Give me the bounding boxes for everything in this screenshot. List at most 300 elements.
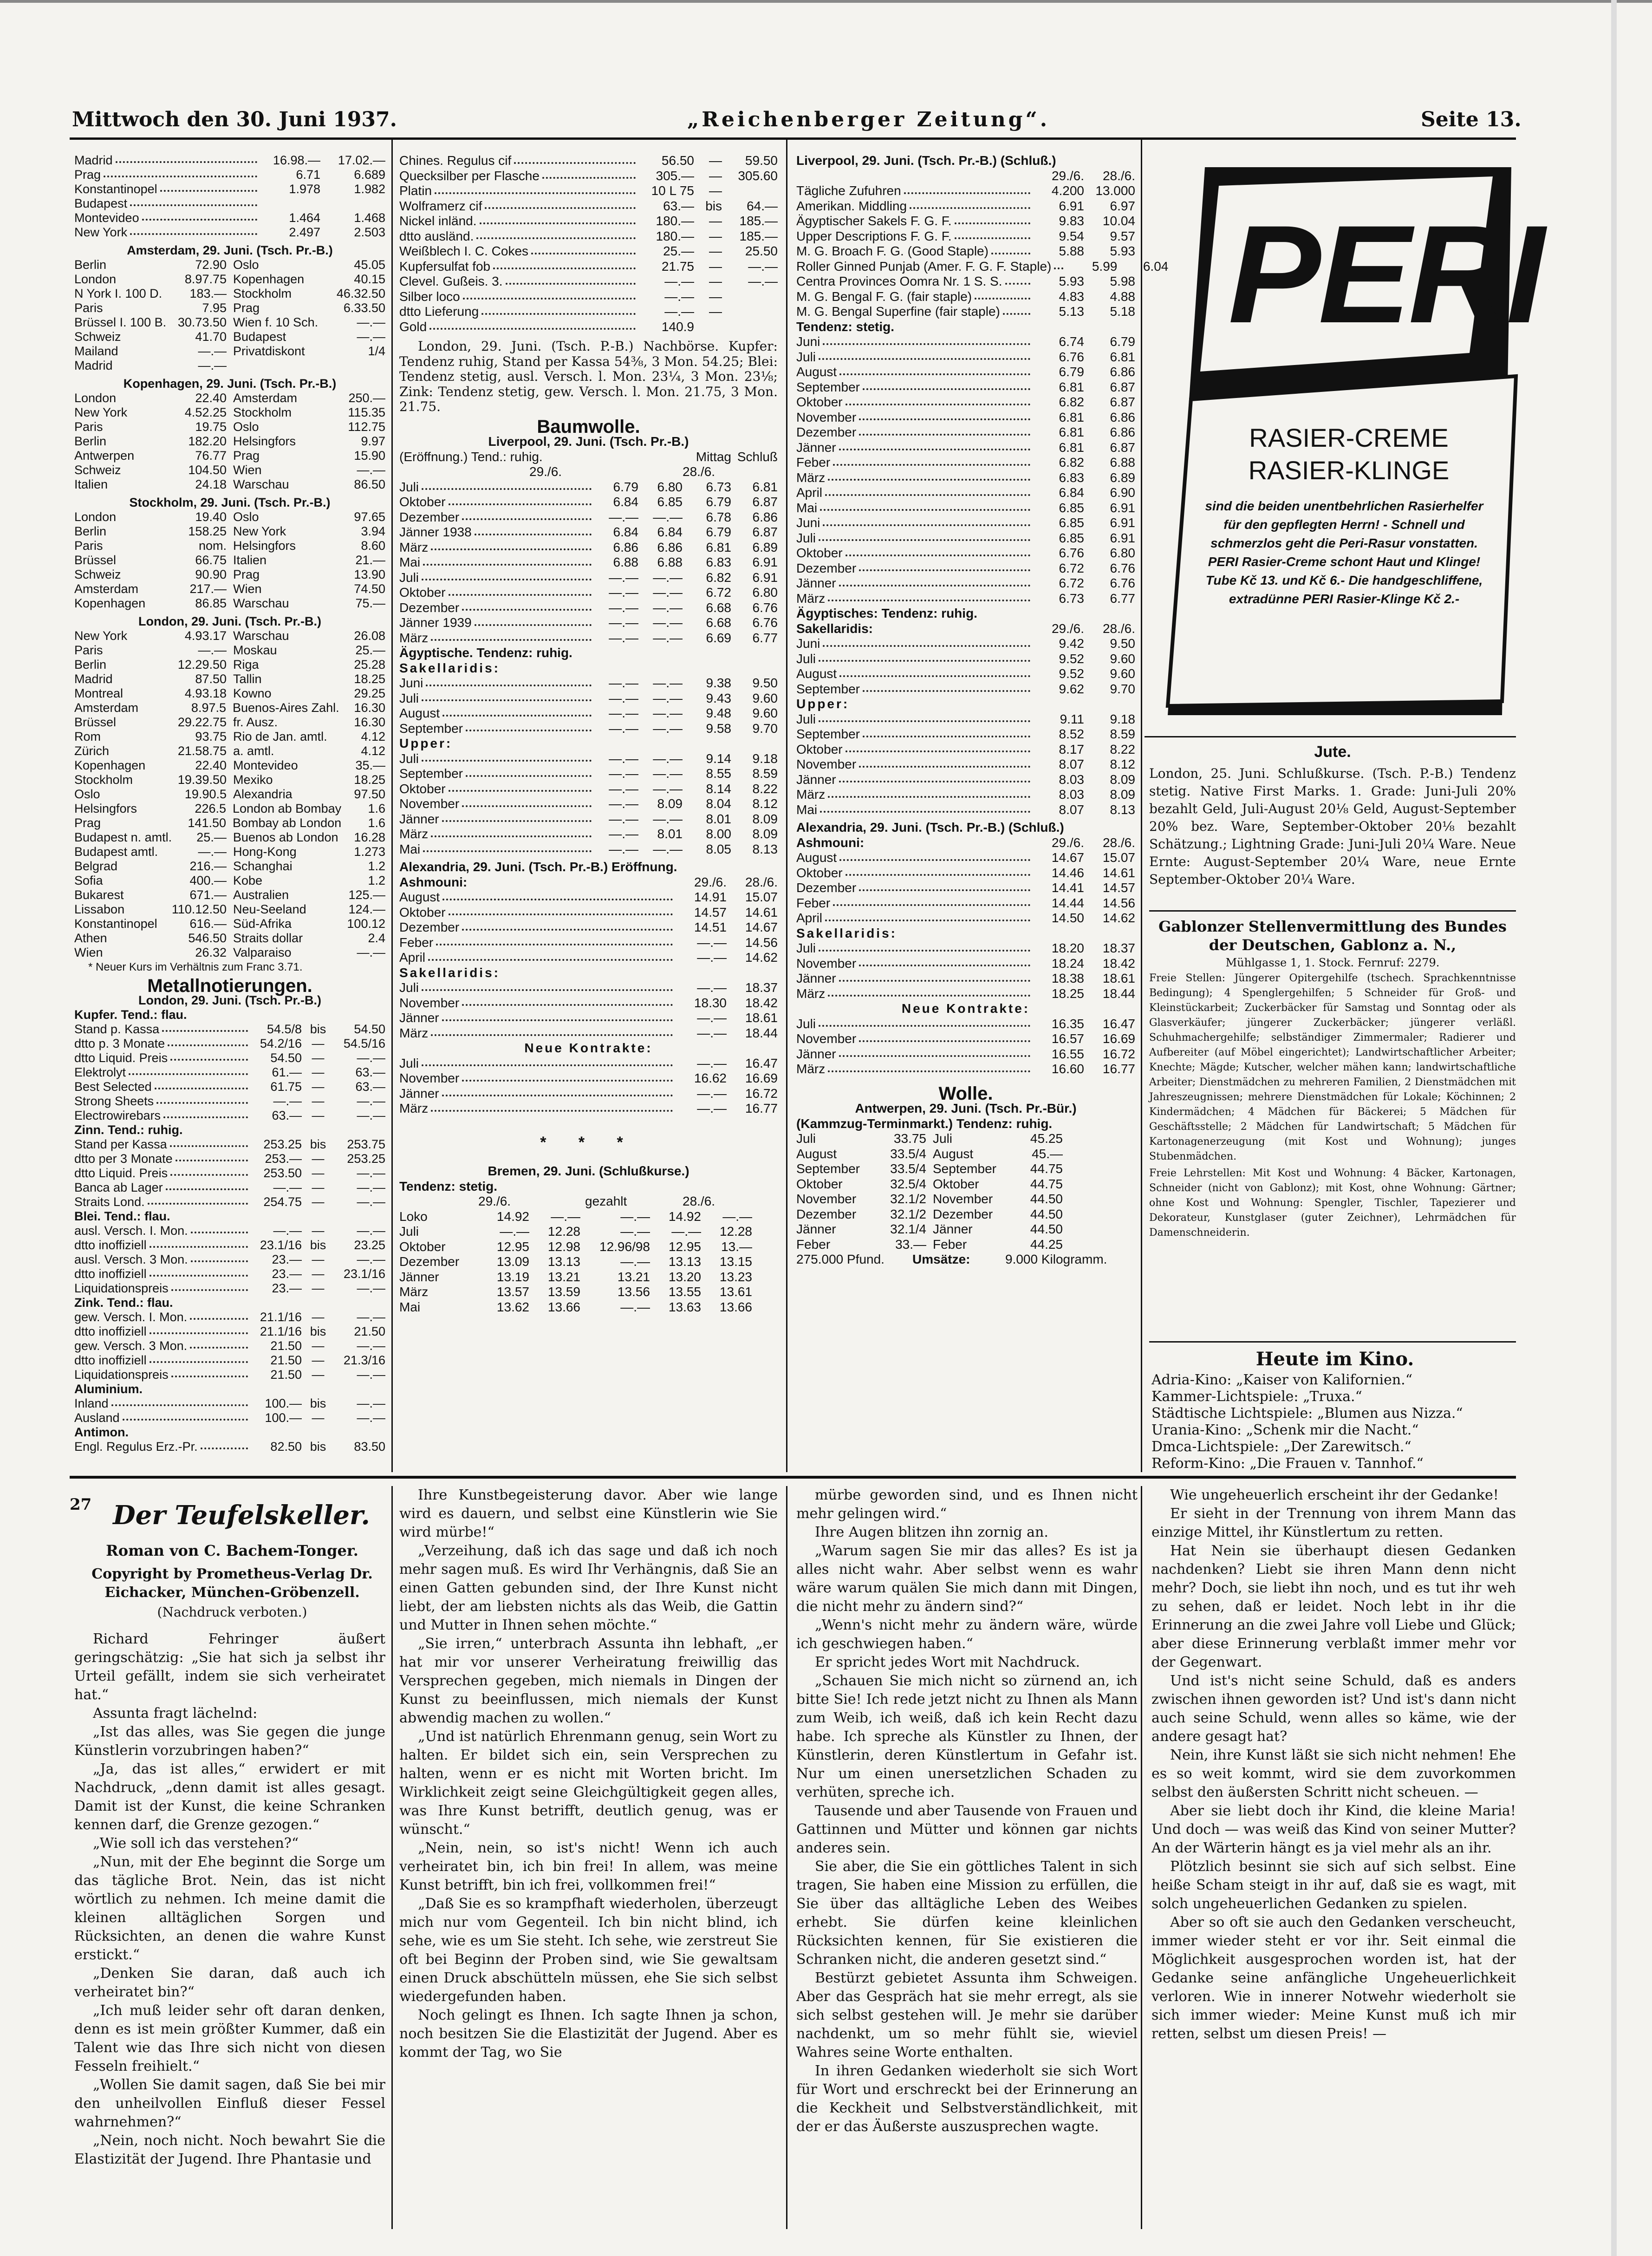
- novel-paragraph: Er sieht in der Trennung von ihrem Mann das einzige Mittel, ihr Künstlertum zu retten.: [1151, 1506, 1516, 1540]
- row-value: 12.28: [547, 1224, 580, 1239]
- row-value: 6.73: [1059, 591, 1084, 606]
- row-label: Quecksilber per Flasche: [399, 168, 540, 183]
- row-value: 29.22.75: [177, 715, 227, 729]
- row-label: Brüssel I. 100 B.: [74, 315, 167, 329]
- row-label: September: [796, 379, 860, 394]
- row-value: 9.54: [1059, 228, 1084, 243]
- row-label: Juli: [399, 1056, 419, 1070]
- row-value: [320, 196, 385, 211]
- row-label: Konstantinopel: [74, 182, 157, 196]
- row-value: [722, 319, 778, 335]
- row-label: Mai: [399, 841, 421, 856]
- row-label: September: [933, 1161, 996, 1176]
- row-label: Berlin: [74, 524, 107, 538]
- row-value: 9.18: [752, 751, 778, 766]
- row-label: Kobe: [233, 874, 263, 887]
- column-rule-3: [1141, 139, 1142, 1472]
- novel-installment-number: 27: [70, 1495, 92, 1514]
- row-value: —.—: [653, 781, 683, 796]
- row-value: 25.—: [663, 244, 694, 258]
- row-value: —.—: [653, 676, 683, 690]
- row-label: Jänner: [796, 772, 836, 787]
- row-label: November: [399, 796, 460, 811]
- row-label: März: [399, 540, 429, 554]
- leader-dots: [426, 676, 592, 686]
- row-value: —.—: [357, 1368, 385, 1382]
- row-value: 1.464: [289, 211, 320, 225]
- table-row: [796, 365, 1135, 380]
- leader-dots: [431, 1101, 673, 1112]
- leader-dots: [819, 712, 1030, 723]
- row-label: April: [796, 485, 823, 500]
- table-row: [74, 1037, 385, 1051]
- row-value: —.—: [609, 691, 638, 705]
- row-connector: bis: [310, 1238, 326, 1252]
- table-row: [796, 1222, 1135, 1237]
- leader-dots: [116, 153, 257, 163]
- leader-dots: [442, 1086, 673, 1097]
- row-label: Dezember: [796, 561, 857, 575]
- table-row: [399, 244, 778, 259]
- row-connector: bis: [310, 1324, 326, 1338]
- row-value: 4.200: [1051, 183, 1084, 198]
- leader-dots: [148, 1195, 248, 1205]
- row-value: 6.81: [1059, 440, 1084, 455]
- column-header: Schluß: [737, 449, 778, 464]
- row-value: 4.93.17: [184, 629, 227, 643]
- leader-dots: [910, 199, 1030, 209]
- cotton-title: Baumwolle.: [537, 416, 640, 437]
- table-row: [74, 1281, 385, 1296]
- table-row: [74, 1137, 385, 1152]
- table-row: [399, 1239, 778, 1255]
- row-value: 5.88: [1059, 244, 1084, 258]
- row-value: —.—: [198, 359, 227, 372]
- row-value: 21.75: [661, 259, 694, 274]
- row-value: 9.52: [1059, 651, 1084, 666]
- table-row: [399, 1056, 778, 1071]
- row-connector: —: [312, 1267, 325, 1281]
- metal-heading: Blei. Tend.: flau.: [74, 1209, 170, 1223]
- leader-dots: [825, 911, 1030, 921]
- row-value: —.—: [697, 1056, 727, 1070]
- row-label: Montevideo: [233, 758, 298, 772]
- novel-paragraph: Assunta fragt lächelnd:: [93, 1705, 258, 1721]
- row-value: —.—: [609, 766, 638, 781]
- row-value: 9.60: [1110, 651, 1135, 666]
- leader-dots: [442, 706, 592, 717]
- row-value: 6.68: [706, 615, 731, 630]
- row-value: 8.17: [1059, 742, 1084, 756]
- table-row: [74, 420, 385, 434]
- leader-dots: [823, 515, 1030, 526]
- table-row: [74, 845, 385, 859]
- row-label: London: [74, 391, 117, 405]
- row-value: 253.25: [347, 1152, 385, 1166]
- row-value: 6.83: [706, 555, 731, 569]
- row-value: —.—: [357, 945, 385, 959]
- leader-dots: [150, 1238, 248, 1248]
- leader-dots: [506, 274, 636, 285]
- row-label: Juli: [399, 570, 419, 585]
- row-label: N York I. 100 D.: [74, 287, 163, 300]
- row-label: Warschau: [233, 629, 289, 643]
- leader-dots: [859, 956, 1030, 967]
- row-label: Prag: [233, 449, 260, 463]
- row-value: 305.—: [656, 168, 694, 183]
- leader-dots: [466, 766, 592, 777]
- spacer: [864, 835, 1033, 851]
- row-label: Oslo: [233, 420, 259, 434]
- row-value: —.—: [357, 1051, 385, 1065]
- row-value: —.—: [273, 1094, 302, 1108]
- table-row: [399, 1300, 778, 1315]
- row-connector: bis: [310, 1137, 326, 1151]
- row-value: 13.57: [496, 1284, 529, 1299]
- row-label: Madrid: [74, 359, 113, 372]
- row-connector: —: [312, 1411, 325, 1425]
- column-header: gezahlt: [585, 1194, 627, 1208]
- row-value: 250.—: [348, 391, 385, 405]
- cinema-section: [1151, 1347, 1518, 1472]
- row-value: 18.38: [1051, 971, 1084, 985]
- row-label: Ashmouni:: [796, 835, 865, 850]
- row-value: 16.35: [1051, 1016, 1084, 1031]
- row-value: —: [709, 289, 722, 304]
- row-value: 74.50: [354, 582, 385, 596]
- row-value: 13.61: [719, 1284, 752, 1299]
- row-label: Wolframerz cif: [399, 198, 482, 213]
- row-value: 10 L 75: [651, 183, 694, 198]
- row-value: 6.86: [752, 509, 778, 524]
- row-value: 9.58: [706, 721, 731, 736]
- leader-dots: [481, 304, 636, 315]
- cinema-title: Heute im Kino.: [1255, 1348, 1414, 1370]
- leader-dots: [449, 782, 592, 792]
- table-row: [399, 812, 778, 827]
- row-value: 9.18: [1110, 711, 1135, 726]
- row-value: 13.56: [617, 1284, 650, 1299]
- row-value: 6.71: [296, 168, 320, 182]
- row-label: Oktober: [796, 865, 843, 880]
- job-agency-positions: Freie Stellen: Jüngerer Opitergehilfe (tschech. Sprachkenntnisse Bedingung); 4 Spenglergehilfen; 5 Schneider für Groß- und Kleinstückarbeit; Zuckerbäcker für Samstag und Sonntag oder als Glasverkäufer; jüngerer Zuckerbäcker; jüngerer verläßl. Schuhmachergehilfe; selbständiger Zimmermaler; Radierer und Aufbereiter (auf Möbel eingerichtet); Landwirtschaftlicher Arbeiter; Knechte; Mägde; Kutscher, welcher mähen kann; landwirtschaftliche Arbeiter; Dienstmädchen zu mehreren Familien, 2 Dienstmädchen mit Jahreszeugnissen; mehrere Dienstmädchen für Lokale; Köchinnen; 2 Kindermädchen; 4 Mädchen für Bäckerei; 5 Mädchen für Geschäftsstelle; 2 Mädchen für Landwirtschaft; 5 Mädchen für Kartonagenerzeugung (mit Kost und Wohnung); junges Stubenmädchen.: [1149, 972, 1516, 1162]
- row-value: 3.94: [361, 524, 385, 538]
- row-value: 12.29.50: [177, 658, 227, 672]
- row-label: Belgrad: [74, 859, 118, 873]
- new-contracts-title: Neue Kontrakte:: [524, 1041, 653, 1055]
- row-value: —.—: [748, 259, 778, 274]
- upper-title: Upper:: [399, 736, 453, 750]
- table-row: [74, 715, 385, 730]
- row-label: Montevideo: [74, 211, 139, 225]
- row-label: Juli: [399, 751, 419, 766]
- table-row: [74, 539, 385, 553]
- new-contracts-title: Neue Kontrakte:: [901, 1001, 1030, 1016]
- antwerp-subtitle: (Kammzug-Terminmarkt.) Tendenz: ruhig.: [796, 1116, 1053, 1131]
- table-row: [796, 1031, 1135, 1047]
- row-value: 93.75: [195, 730, 227, 743]
- liverpool-close-title: Liverpool, 29. Juni. (Tsch. Pr.-B.) (Schluß.): [796, 153, 1056, 168]
- row-label: Stockholm: [74, 773, 133, 787]
- table-row: [74, 859, 385, 874]
- leader-dots: [828, 470, 1030, 481]
- row-value: 13.13: [547, 1254, 580, 1269]
- row-value: 97.50: [354, 787, 385, 801]
- row-value: 4.12: [361, 730, 385, 743]
- novel-paragraph: Plötzlich besinnt sie sich auf sich selbst. Eine heiße Scham steigt in ihr auf, daß sie es wagt, mit solch ungeheuerlichen Gedanken zu spielen.: [1151, 1858, 1516, 1912]
- row-value: 6.86: [1110, 410, 1135, 424]
- leader-dots: [859, 757, 1030, 768]
- row-label: Jänner: [796, 576, 836, 590]
- row-value: 16.60: [1051, 1062, 1084, 1076]
- leader-dots: [819, 531, 1030, 541]
- row-value: nom.: [198, 539, 227, 553]
- leader-dots: [839, 440, 1030, 451]
- row-label: Juli: [399, 980, 419, 995]
- table-row: [399, 1026, 778, 1041]
- novel-paragraph: Richard Fehringer äußert geringschätzig: „Sie hat sich ja selbst ihr Urteil gefällt, indem sie sich verheiratet hat.“: [74, 1631, 385, 1703]
- row-value: —.—: [357, 1310, 385, 1324]
- row-value: 86.85: [195, 596, 227, 610]
- leader-dots: [514, 153, 636, 164]
- leader-dots: [170, 1051, 248, 1061]
- row-label: Kopenhagen: [233, 272, 305, 286]
- row-label: Schweiz: [74, 567, 121, 581]
- row-value: 8.03: [1059, 772, 1084, 787]
- cinema-listing: Reform-Kino: „Die Frauen v. Tannhof.“: [1151, 1455, 1424, 1472]
- row-value: 14.57: [694, 905, 727, 919]
- column-date: 28./6.: [1102, 621, 1135, 636]
- row-value: 45.05: [354, 258, 385, 272]
- table-row: [74, 917, 385, 931]
- row-value: 100.—: [265, 1396, 302, 1410]
- table-row: [796, 244, 1135, 259]
- leader-dots: [129, 1065, 248, 1075]
- row-value: 25.—: [196, 830, 227, 844]
- leader-dots: [428, 950, 673, 961]
- row-value: 23.1/16: [260, 1238, 302, 1252]
- row-value: —.—: [357, 330, 385, 344]
- leader-dots: [480, 214, 636, 224]
- cinema-listing: Kammer-Lichtspiele: „Truxa.“: [1151, 1389, 1362, 1405]
- table-row: [796, 896, 1135, 911]
- job-agency-section: [1149, 917, 1516, 1240]
- row-value: 21.1/16: [260, 1324, 302, 1338]
- leader-dots: [123, 1411, 248, 1421]
- leader-dots: [839, 772, 1030, 783]
- table-row: [796, 772, 1135, 788]
- novel-paragraph: „Denken Sie daran, daß auch ich verheiratet bin?“: [74, 1965, 385, 2000]
- table-row: [74, 902, 385, 917]
- row-value: —.—: [620, 1209, 650, 1224]
- row-value: —.—: [653, 811, 683, 826]
- row-label: Lissabon: [74, 902, 125, 916]
- row-value: —.—: [653, 509, 683, 524]
- table-row: [796, 380, 1135, 395]
- row-label: Juli: [796, 1131, 816, 1146]
- leader-dots: [859, 410, 1030, 421]
- row-label: März: [399, 630, 429, 645]
- row-connector: —: [312, 1195, 325, 1209]
- row-value: —.—: [653, 691, 683, 705]
- row-value: 14.92: [496, 1209, 529, 1224]
- row-value: 19.39.50: [177, 773, 227, 787]
- row-value: —.—: [273, 1180, 302, 1194]
- table-row: [399, 1209, 778, 1225]
- row-value: 8.59: [1110, 727, 1135, 741]
- row-value: 141.50: [188, 816, 226, 830]
- row-value: —.—: [198, 643, 227, 657]
- row-value: 33.5/4: [890, 1146, 926, 1161]
- table-row: [399, 274, 778, 289]
- table-row: [74, 449, 385, 463]
- row-value: 90.90: [195, 567, 227, 581]
- row-label: November: [796, 956, 857, 971]
- row-label: Best Selected: [74, 1080, 152, 1094]
- row-value: —.—: [609, 630, 638, 645]
- row-label: Rom: [74, 730, 101, 743]
- row-value: 9.42: [1059, 636, 1084, 651]
- novel-paragraph: Ihre Kunstbegeisterung davor. Aber wie lange wird es dauern, und selbst eine Künstlerin wie Sie wird mürbe!“: [399, 1487, 778, 1540]
- row-value: 32.1/4: [890, 1222, 926, 1236]
- row-label: Amerikan. Middling: [796, 198, 907, 213]
- leader-dots: [176, 1152, 248, 1161]
- row-value: 115.35: [348, 405, 385, 419]
- row-value: 16.28: [354, 830, 385, 844]
- row-label: Kowno: [233, 686, 272, 700]
- row-value: —.—: [609, 676, 638, 690]
- table-row: [74, 643, 385, 658]
- novel-paragraph: Hat Nein sie überhaupt diesen Gedanken nachdenken? Liebt sie ihren Mann denn nicht mehr? Doch, sie liebt ihn noch, und es tut ihr weh zu sehen, daß er leidet. Noch lebt in ihr die Erinnerung an die zwei Jahre voll Liebe und Glück; aber diese Erinnerung verblaßt immer mehr vor der Gegenwart.: [1151, 1543, 1516, 1670]
- row-value: —.—: [653, 600, 683, 615]
- row-value: 6.79: [1059, 365, 1084, 379]
- row-label: Amsterdam: [74, 582, 139, 596]
- row-label: Schweiz: [74, 330, 121, 344]
- table-row: [74, 1080, 385, 1094]
- leader-dots: [442, 1011, 673, 1021]
- row-value: 125.—: [348, 888, 385, 902]
- table-row: [796, 835, 1135, 851]
- row-connector: —: [312, 1166, 325, 1180]
- column-date: 28./6.: [745, 874, 778, 889]
- row-value: 6.76: [1110, 576, 1135, 590]
- table-row: [74, 888, 385, 902]
- row-label: Oslo: [233, 510, 259, 524]
- row-label: Italien: [74, 477, 108, 491]
- row-value: 16.77: [745, 1101, 778, 1115]
- row-label: März: [796, 591, 826, 606]
- leader-dots: [542, 169, 636, 179]
- row-label: Wien f. 10 Sch.: [233, 315, 319, 329]
- row-value: 16.47: [1102, 1016, 1135, 1031]
- leader-dots: [422, 570, 592, 581]
- row-value: 16.30: [354, 715, 385, 729]
- row-value: 59.50: [745, 153, 778, 168]
- leader-dots: [475, 525, 592, 535]
- row-value: 22.40: [195, 758, 227, 772]
- row-value: —.—: [357, 1252, 385, 1266]
- column-date: 28./6.: [1102, 168, 1135, 183]
- table-row: [74, 1108, 385, 1123]
- row-value: 82.50: [270, 1440, 302, 1454]
- row-value: 8.03: [1059, 787, 1084, 802]
- row-value: 21.50: [270, 1339, 302, 1353]
- row-value: 35.—: [355, 758, 385, 772]
- right-border: [1611, 0, 1617, 2256]
- row-value: 182.20: [188, 434, 227, 448]
- row-label: März: [399, 1284, 429, 1299]
- row-label: März: [796, 470, 826, 485]
- row-label: März: [796, 1062, 826, 1076]
- table-row: [74, 301, 385, 315]
- row-label: Oktober: [399, 585, 446, 600]
- peri-advertisement: [1149, 158, 1542, 715]
- row-label: gew. Versch. 3 Mon.: [74, 1339, 188, 1353]
- row-value: 8.22: [752, 781, 778, 796]
- row-value: 18.25: [354, 672, 385, 686]
- row-label: Chines. Regulus cif: [399, 153, 512, 168]
- row-label: Juli: [796, 651, 816, 666]
- row-value: 253.50: [263, 1166, 302, 1180]
- leader-dots: [201, 1440, 248, 1449]
- row-label: November: [399, 1071, 460, 1085]
- table-row: [74, 272, 385, 287]
- row-value: 87.50: [195, 672, 227, 686]
- table-row: [399, 615, 778, 631]
- table-row: [796, 515, 1135, 531]
- table-row: [399, 676, 778, 691]
- row-value: 6.85: [1059, 530, 1084, 545]
- table-row: [399, 153, 778, 169]
- leader-dots: [825, 485, 1030, 496]
- jute-text: London, 25. Juni. Schlußkurse. (Tsch. P.-B.) Tendenz stetig. Native First Marks. 1. Grade: Juni-Juli 20% bezahlt Geld, Juli-August 20⅛ Geld, August-September 20% bez. Ware, September-Oktober 20⅛ bezahlt Schätzung.; Lightning Grade: Juni-Juli 20¼ Ware. Neue Ernte: August-September 20¼ Ware, neue Ernte September-Oktober 20¼ Ware.: [1149, 766, 1516, 887]
- row-value: 25.28: [354, 658, 385, 672]
- leader-dots: [819, 350, 1030, 360]
- row-value: 185.—: [739, 228, 778, 243]
- row-label: Jänner: [399, 1011, 439, 1025]
- row-value: 6.73: [706, 479, 731, 494]
- row-value: 14.41: [1051, 880, 1084, 895]
- row-label: Stockholm: [233, 405, 292, 419]
- row-value: 8.09: [752, 827, 778, 841]
- leader-dots: [422, 751, 592, 762]
- table-row: [399, 1254, 778, 1270]
- leader-dots: [422, 691, 592, 702]
- table-row: [74, 405, 385, 420]
- table-row: [796, 1131, 1135, 1147]
- row-value: 8.04: [706, 796, 731, 811]
- row-value: 9.60: [752, 691, 778, 705]
- table-row: [796, 941, 1135, 956]
- row-label: a. amtl.: [233, 744, 274, 758]
- row-label: dtto Lieferung: [399, 304, 479, 319]
- row-value: 1.2: [368, 874, 385, 887]
- table-row: [796, 652, 1135, 667]
- row-label: Oktober: [399, 1239, 446, 1254]
- row-value: 8.05: [706, 841, 731, 856]
- peri-ad-body: sind die beiden unentbehrlichen Rasierhelfer für den gepflegten Herrn! - Schnell und schmerzlos geht die Peri-Rasur vonstatten. PERI Rasier-Creme schont Haut und Klinge! Tube Kč 13. und Kč 6.- Die handgeschliffene, extradünne PERI Rasier-Klinge Kč 2.-: [1205, 499, 1483, 606]
- row-label: Jänner 1939: [399, 615, 472, 630]
- row-value: 61.75: [270, 1080, 302, 1094]
- novel-column-4: [1151, 1486, 1516, 2043]
- column-header: 29./6.: [478, 1194, 511, 1208]
- row-value: —.—: [357, 315, 385, 329]
- antwerp-total-left: 275.000 Pfund.: [796, 1252, 885, 1266]
- row-value: —.—: [722, 1209, 752, 1224]
- leader-dots: [531, 244, 636, 254]
- row-value: 13.15: [719, 1254, 752, 1269]
- row-value: 6.85: [1059, 515, 1084, 530]
